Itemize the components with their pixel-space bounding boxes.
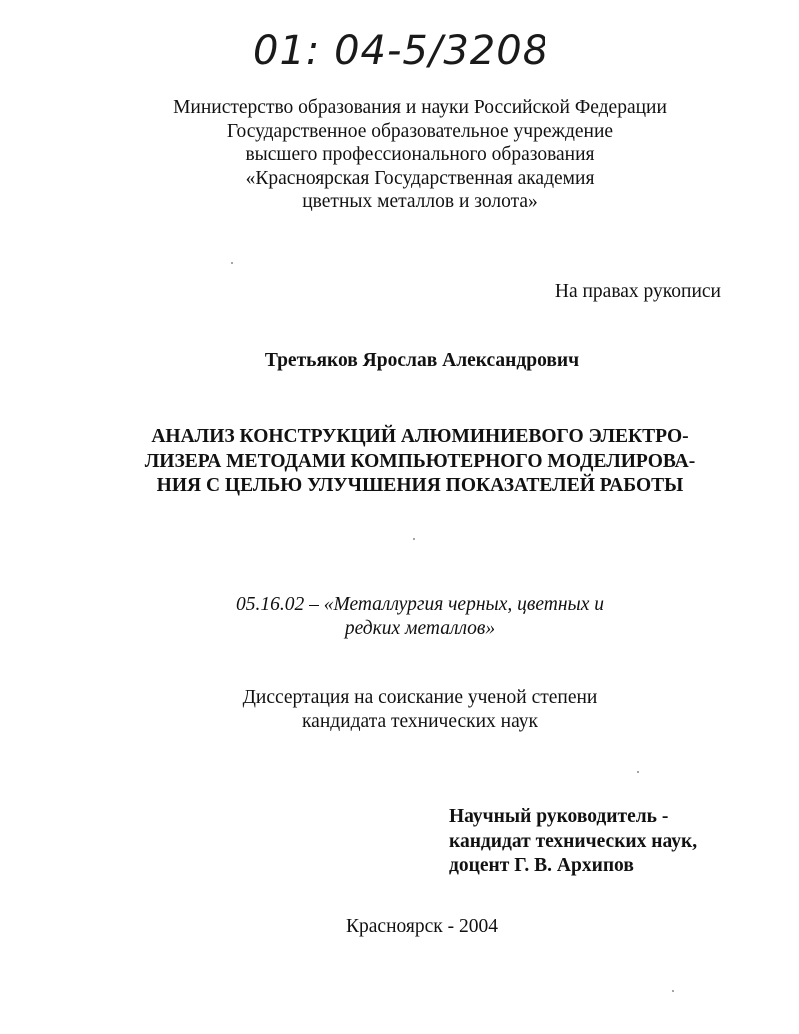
dissertation-title [120, 425, 720, 499]
specialty-line: редких металлов» [344, 617, 496, 639]
handwritten-catalog-number [245, 12, 545, 82]
scan-speck [637, 771, 639, 773]
manuscript-note: На правах рукописи [554, 281, 721, 302]
title-line: ЛИЗЕРА МЕТОДАМИ КОМПЬЮТЕРНОГО МОДЕЛИРОВА- [144, 450, 696, 472]
supervisor-line: доцент Г. В. Архипов [449, 855, 634, 876]
degree-statement [120, 686, 720, 733]
institution-header [120, 96, 720, 214]
specialty-line: 05.16.02 – «Металлургия черных, цветных и [236, 594, 604, 615]
handwritten-catalog-text: 01: 04-5/3208 [253, 28, 545, 74]
supervisor-line: кандидат технических наук, [449, 830, 698, 852]
scan-speck [231, 262, 233, 264]
institution-line: Министерство образования и науки Российской Федерации [173, 97, 667, 118]
city-year: Красноярск - 2004 [346, 916, 498, 937]
institution-line: «Красноярская Государственная академия [245, 167, 595, 189]
supervisor-block [449, 805, 697, 879]
degree-line: кандидата технических наук [302, 710, 538, 732]
scan-speck [413, 538, 415, 540]
specialty-code [120, 593, 720, 640]
institution-line: Государственное образовательное учреждение [226, 120, 614, 142]
scan-speck [672, 990, 674, 992]
author-name: Третьяков Ярослав Александрович [264, 350, 580, 371]
title-line: НИЯ С ЦЕЛЬЮ УЛУЧШЕНИЯ ПОКАЗАТЕЛЕЙ РАБОТЫ [156, 475, 684, 496]
institution-line: высшего профессионального образования [245, 144, 595, 165]
institution-line: цветных металлов и золота» [302, 191, 538, 212]
degree-line: Диссертация на соискание ученой степени [242, 687, 598, 708]
title-line: АНАЛИЗ КОНСТРУКЦИЙ АЛЮМИНИЕВОГО ЭЛЕКТРО- [151, 426, 689, 447]
supervisor-line: Научный руководитель - [449, 806, 669, 827]
